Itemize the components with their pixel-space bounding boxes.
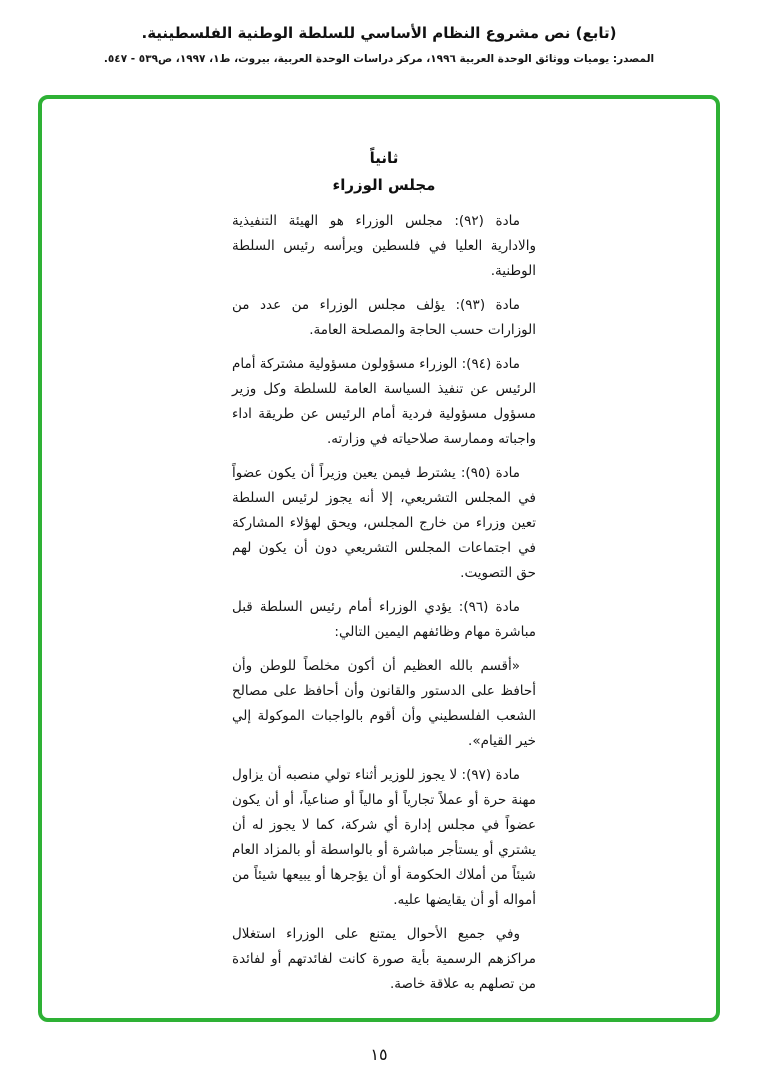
page-number: ١٥ [370, 1045, 388, 1064]
paragraph: وفي جميع الأحوال يمتنع على الوزراء استغلال مراكزهم الرسمية بأية صورة كانت لفائدتهم أو لفائدة من تصلهم به علاقة خاصة. [232, 926, 536, 992]
text-column [232, 149, 536, 1006]
paragraph-list [232, 209, 536, 997]
paragraph: مادة (٩٥): يشترط فيمن يعين وزيراً أن يكون عضواً في المجلس التشريعي، إلا أنه يجوز لرئيس السلطة تعين وزراء من خارج المجلس، ويحق لهؤلاء المشاركة في اجتماعات المجلس التشريعي دون أن يكون لهم حق التصويت. [232, 465, 536, 581]
paragraph: «أقسم بالله العظيم أن أكون مخلصاً للوطن وأن أحافظ على الدستور والقانون وأن أحافظ على مصالح الشعب الفلسطيني وأن أقوم بالواجبات الموكولة إلي خير القيام». [232, 658, 536, 749]
section-heading: ثانياً [369, 149, 399, 167]
paragraph: مادة (٩٢): مجلس الوزراء هو الهيئة التنفيذية والادارية العليا في فلسطين ويرأسه رئيس السلطة الوطنية. [232, 213, 536, 279]
paragraph: مادة (٩٦): يؤدي الوزراء أمام رئيس السلطة قبل مباشرة مهام وظائفهم اليمين التالي: [232, 599, 536, 640]
content-frame [38, 95, 720, 1022]
paragraph: مادة (٩٧): لا يجوز للوزير أثناء تولي منصبه أن يزاول مهنة حرة أو عملاً تجارياً أو مالياً أو صناعياً، أو أن يكون عضواً في مجلس إدارة أي شركة، كما لا يجوز له أن يشتري أو يستأجر مباشرة أو بالواسطة أو بالمزاد العام شيئاً من أملاك الحكومة أو أن يؤجرها أو يبيعها شيئاً من أمواله أو أن يقايضها عليه. [232, 767, 536, 908]
page-title: (تابع) نص مشروع النظام الأساسي للسلطة الوطنية الفلسطينية. [141, 24, 617, 42]
paragraph: مادة (٩٣): يؤلف مجلس الوزراء من عدد من الوزارات حسب الحاجة والمصلحة العامة. [232, 297, 536, 338]
page-header [0, 0, 758, 65]
paragraph: مادة (٩٤): الوزراء مسؤولون مسؤولية مشتركة أمام الرئيس عن تنفيذ السياسة العامة للسلطة وكل وزير مسؤول مسؤولية فردية أمام الرئيس عن طريقة اداء واجباته وممارسة صلاحياته في وزارته. [232, 356, 536, 447]
section-subheading: مجلس الوزراء [332, 176, 436, 194]
source-line: المصدر: يوميات ووثائق الوحدة العربية ١٩٩٦، مركز دراسات الوحدة العربية، بيروت، ط١، ١٩٩٧، ص٥٣٩ - ٥٤٧. [103, 53, 655, 65]
